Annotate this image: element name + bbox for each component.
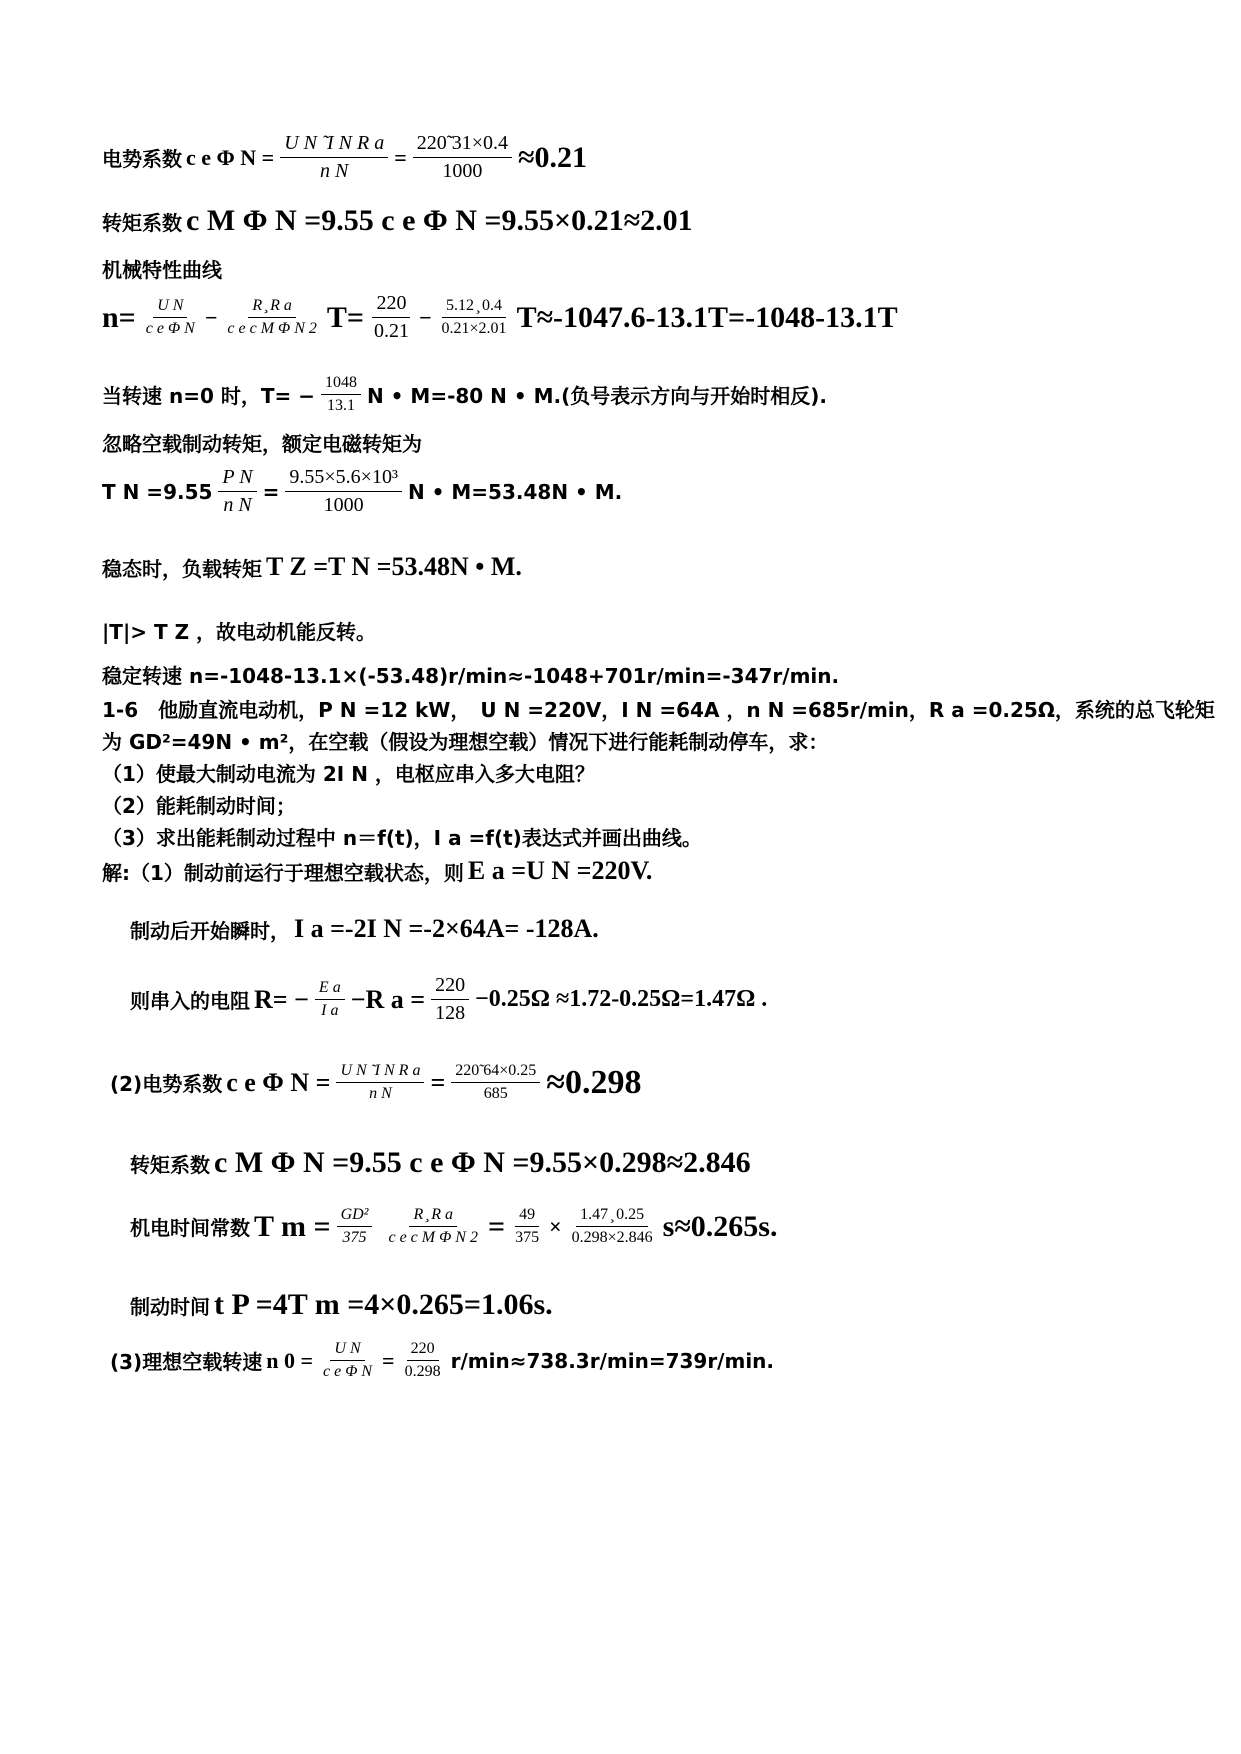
problem-question-2: （2）能耗制动时间；: [102, 794, 296, 818]
steady-load-label: 稳态时，负载转矩: [102, 556, 262, 581]
emf2-result: ≈0.298: [546, 1063, 642, 1101]
series-resistance-fraction-1: [315, 979, 345, 1020]
series-resistance-mid: −R a =: [350, 984, 426, 1014]
torque-coefficient-2-line: [130, 1146, 751, 1180]
speed-f1-num: U N: [153, 297, 187, 318]
no-load-speed-line: [110, 1340, 774, 1381]
rated-torque-f1-den: n N: [223, 494, 252, 516]
time-constant-fraction-4: [568, 1206, 657, 1247]
emf-label: 电势系数: [102, 147, 182, 171]
stable-speed-text: 稳定转速 n=-1048-13.1×(-53.48)r/min≈-1048+701r/min=-347r/min.: [102, 664, 840, 688]
series-resistance-fraction-2: [431, 974, 469, 1025]
series-resistance-lhs: R= −: [254, 984, 309, 1014]
emf-f1-den: n N: [320, 160, 349, 182]
time-constant-f3-den: 375: [515, 1229, 540, 1246]
steady-load-expr: T Z =T N =53.48N • M.: [266, 552, 522, 581]
problem-question-1: （1）使最大制动电流为 2I N ，电枢应串入多大电阻？: [102, 762, 595, 786]
speed-minus: −: [204, 304, 218, 330]
time-constant-f3-num: 49: [515, 1206, 539, 1227]
emf2-f2-num: 220̃ 64×0.25: [451, 1062, 540, 1083]
time-constant-fraction-1: [337, 1206, 373, 1247]
time-constant-f2-num: R ̧ R a: [409, 1206, 457, 1227]
time-constant-label: 机电时间常数: [130, 1216, 250, 1240]
no-load-speed-f2-num: 220: [407, 1340, 439, 1361]
zero-speed-pre: 当转速 n=0 时，T= −: [102, 384, 315, 408]
speed-equation-line: [102, 292, 898, 343]
problem-1-6: [102, 694, 1215, 854]
emf2-f1-den: n N: [369, 1085, 392, 1102]
rated-torque-fraction-1: [218, 466, 256, 517]
emf-coefficient-line: [102, 132, 587, 183]
speed-f1-den: c e Φ N: [145, 320, 195, 337]
no-load-speed-f1-den: c e Φ N: [322, 1363, 373, 1380]
emf-result: ≈0.21: [518, 140, 587, 174]
emf2-fraction-2: [451, 1062, 540, 1103]
torque-coefficient-line: [102, 204, 693, 238]
rated-torque-pre: T N =9.55: [102, 479, 213, 504]
rated-torque-heading: [102, 428, 422, 457]
time-constant-f2-den: c e c M Φ N 2: [388, 1229, 478, 1246]
series-resistance-f1-den: I a: [321, 1002, 339, 1019]
torque-expr: c M Φ N =9.55 c e Φ N =9.55×0.21≈2.01: [186, 204, 693, 237]
time-constant-f1-num: GD²: [337, 1206, 373, 1227]
no-load-speed-label: (3)理想空载转速: [110, 1350, 263, 1374]
rated-torque-f1-num: P N: [218, 466, 256, 492]
speed-fraction-3: [370, 292, 413, 343]
solution-1-line: [102, 856, 652, 886]
solution-1-label: 解:（1）制动前运行于理想空载状态，则: [102, 860, 464, 885]
torque-label: 转矩系数: [102, 210, 182, 235]
rated-torque-eq: =: [262, 479, 280, 504]
time-constant-line: [130, 1206, 777, 1247]
torque2-label: 转矩系数: [130, 1152, 210, 1177]
emf2-lhs: c e Φ N =: [226, 1067, 331, 1097]
time-constant-fraction-3: [511, 1206, 543, 1247]
time-constant-times: ×: [549, 1213, 562, 1239]
emf-f2-den: 1000: [442, 160, 483, 182]
speed-result: T≈-1047.6-13.1T=-1048-13.1T: [516, 300, 898, 334]
series-resistance-f2-den: 128: [435, 1002, 466, 1024]
emf2-fraction-1: [336, 1062, 424, 1103]
speed-f2-den: c e c M Φ N 2: [227, 320, 317, 337]
time-constant-fraction-2: [384, 1206, 481, 1247]
reverse-text: |T|> T Z ，故电动机能反转。: [102, 620, 377, 644]
braking-time-expr: t P =4T m =4×0.265=1.06s.: [214, 1288, 553, 1321]
mechanical-curve-heading: [102, 254, 222, 283]
braking-time-label: 制动时间: [130, 1294, 210, 1319]
emf-lhs: c e Φ N =: [186, 144, 275, 170]
zero-speed-fraction: [321, 374, 361, 415]
emf2-f2-den: 685: [483, 1085, 508, 1102]
no-load-speed-fraction-1: [319, 1340, 376, 1381]
speed-f3-den: 0.21: [373, 320, 409, 342]
rated-torque-post: N • M=53.48N • M.: [407, 479, 623, 504]
zero-speed-num: 1048: [321, 374, 361, 395]
speed-f4-den: 0.21×2.01: [441, 320, 507, 337]
speed-fraction-2: [223, 297, 320, 338]
speed-f3-num: 220: [372, 292, 410, 318]
no-load-speed-f2-den: 0.298: [404, 1363, 441, 1380]
rated-torque-fraction-2: [285, 466, 402, 517]
no-load-speed-result: r/min≈738.3r/min=739r/min.: [450, 1348, 775, 1373]
series-resistance-result: −0.25Ω ≈1.72-0.25Ω=1.47Ω .: [475, 986, 768, 1012]
time-constant-f1-den: 375: [342, 1229, 367, 1246]
no-load-speed-f1-num: U N: [330, 1340, 364, 1361]
series-resistance-f2-num: 220: [431, 974, 469, 1000]
speed-minus-2: −: [418, 304, 432, 330]
zero-speed-post: N • M=-80 N • M.(负号表示方向与开始时相反).: [366, 384, 827, 408]
emf2-eq: =: [430, 1067, 446, 1097]
problem-line-2: 为 GD²=49N • m²，在空载（假设为理想空载）情况下进行能耗制动停车，求：: [102, 730, 829, 754]
problem-line-1: 1-6 他励直流电动机，P N =12 kW， U N =220V，I N =64A ，n N =685r/min，R a =0.25Ω，系统的总飞轮矩: [102, 698, 1215, 722]
emf-fraction-2: [413, 132, 512, 183]
speed-fraction-1: [142, 297, 199, 338]
speed-fraction-4: [438, 297, 511, 338]
braking-time-line: [130, 1288, 553, 1322]
emf2-label: (2)电势系数: [110, 1072, 223, 1096]
no-load-speed-eq: =: [382, 1347, 395, 1373]
braking-current-expr: I a =-2I N =-2×64A= -128A.: [294, 914, 599, 943]
no-load-speed-fraction-2: [401, 1340, 445, 1381]
series-resistance-label: 则串入的电阻: [130, 989, 250, 1013]
emf-f2-num: 220̃ 31×0.4: [413, 132, 512, 158]
series-resistance-f1-num: E a: [315, 979, 345, 1000]
emf-fraction-1: [280, 132, 388, 183]
time-constant-result: s≈0.265s.: [662, 1209, 778, 1243]
stable-speed-line: [102, 660, 839, 689]
time-constant-lhs: T m =: [254, 1209, 331, 1243]
no-load-speed-lhs: n 0 =: [266, 1347, 313, 1373]
speed-t1: T=: [326, 300, 364, 334]
reverse-line: [102, 616, 376, 645]
solution-1-expr: E a =U N =220V.: [467, 856, 653, 885]
rated-torque-f2-num: 9.55×5.6×10³: [285, 466, 402, 492]
braking-current-label: 制动后开始瞬时，: [130, 918, 290, 943]
time-constant-f4-den: 0.298×2.846: [571, 1229, 653, 1246]
speed-lhs: n=: [102, 300, 136, 334]
emf-eq: =: [394, 144, 407, 170]
emf2-f1-num: U N ̃ I N R a: [336, 1062, 424, 1083]
problem-question-3: （3）求出能耗制动过程中 n＝f(t)，I a =f(t)表达式并画出曲线。: [102, 826, 702, 850]
rated-torque-f2-den: 1000: [323, 494, 364, 516]
time-constant-f4-num: 1.47 ̧ 0.25: [576, 1206, 648, 1227]
rated-torque-text: 忽略空载制动转矩，额定电磁转矩为: [102, 432, 422, 456]
time-constant-eq: =: [487, 1209, 506, 1243]
rated-torque-line: [102, 466, 622, 517]
speed-f4-num: 5.12 ̧ 0.4: [442, 297, 506, 318]
braking-current-line: [130, 914, 599, 944]
torque2-expr: c M Φ N =9.55 c e Φ N =9.55×0.298≈2.846: [214, 1146, 751, 1179]
series-resistance-line: [130, 974, 767, 1025]
steady-load-line: [102, 552, 522, 582]
emf-f1-num: U N ̃ I N R a: [280, 132, 388, 158]
speed-f2-num: R ̧ R a: [248, 297, 296, 318]
mechanical-curve-text: 机械特性曲线: [102, 258, 222, 282]
emf-coefficient-2-line: [110, 1062, 641, 1103]
zero-speed-line: [102, 374, 827, 415]
zero-speed-den: 13.1: [326, 397, 355, 414]
